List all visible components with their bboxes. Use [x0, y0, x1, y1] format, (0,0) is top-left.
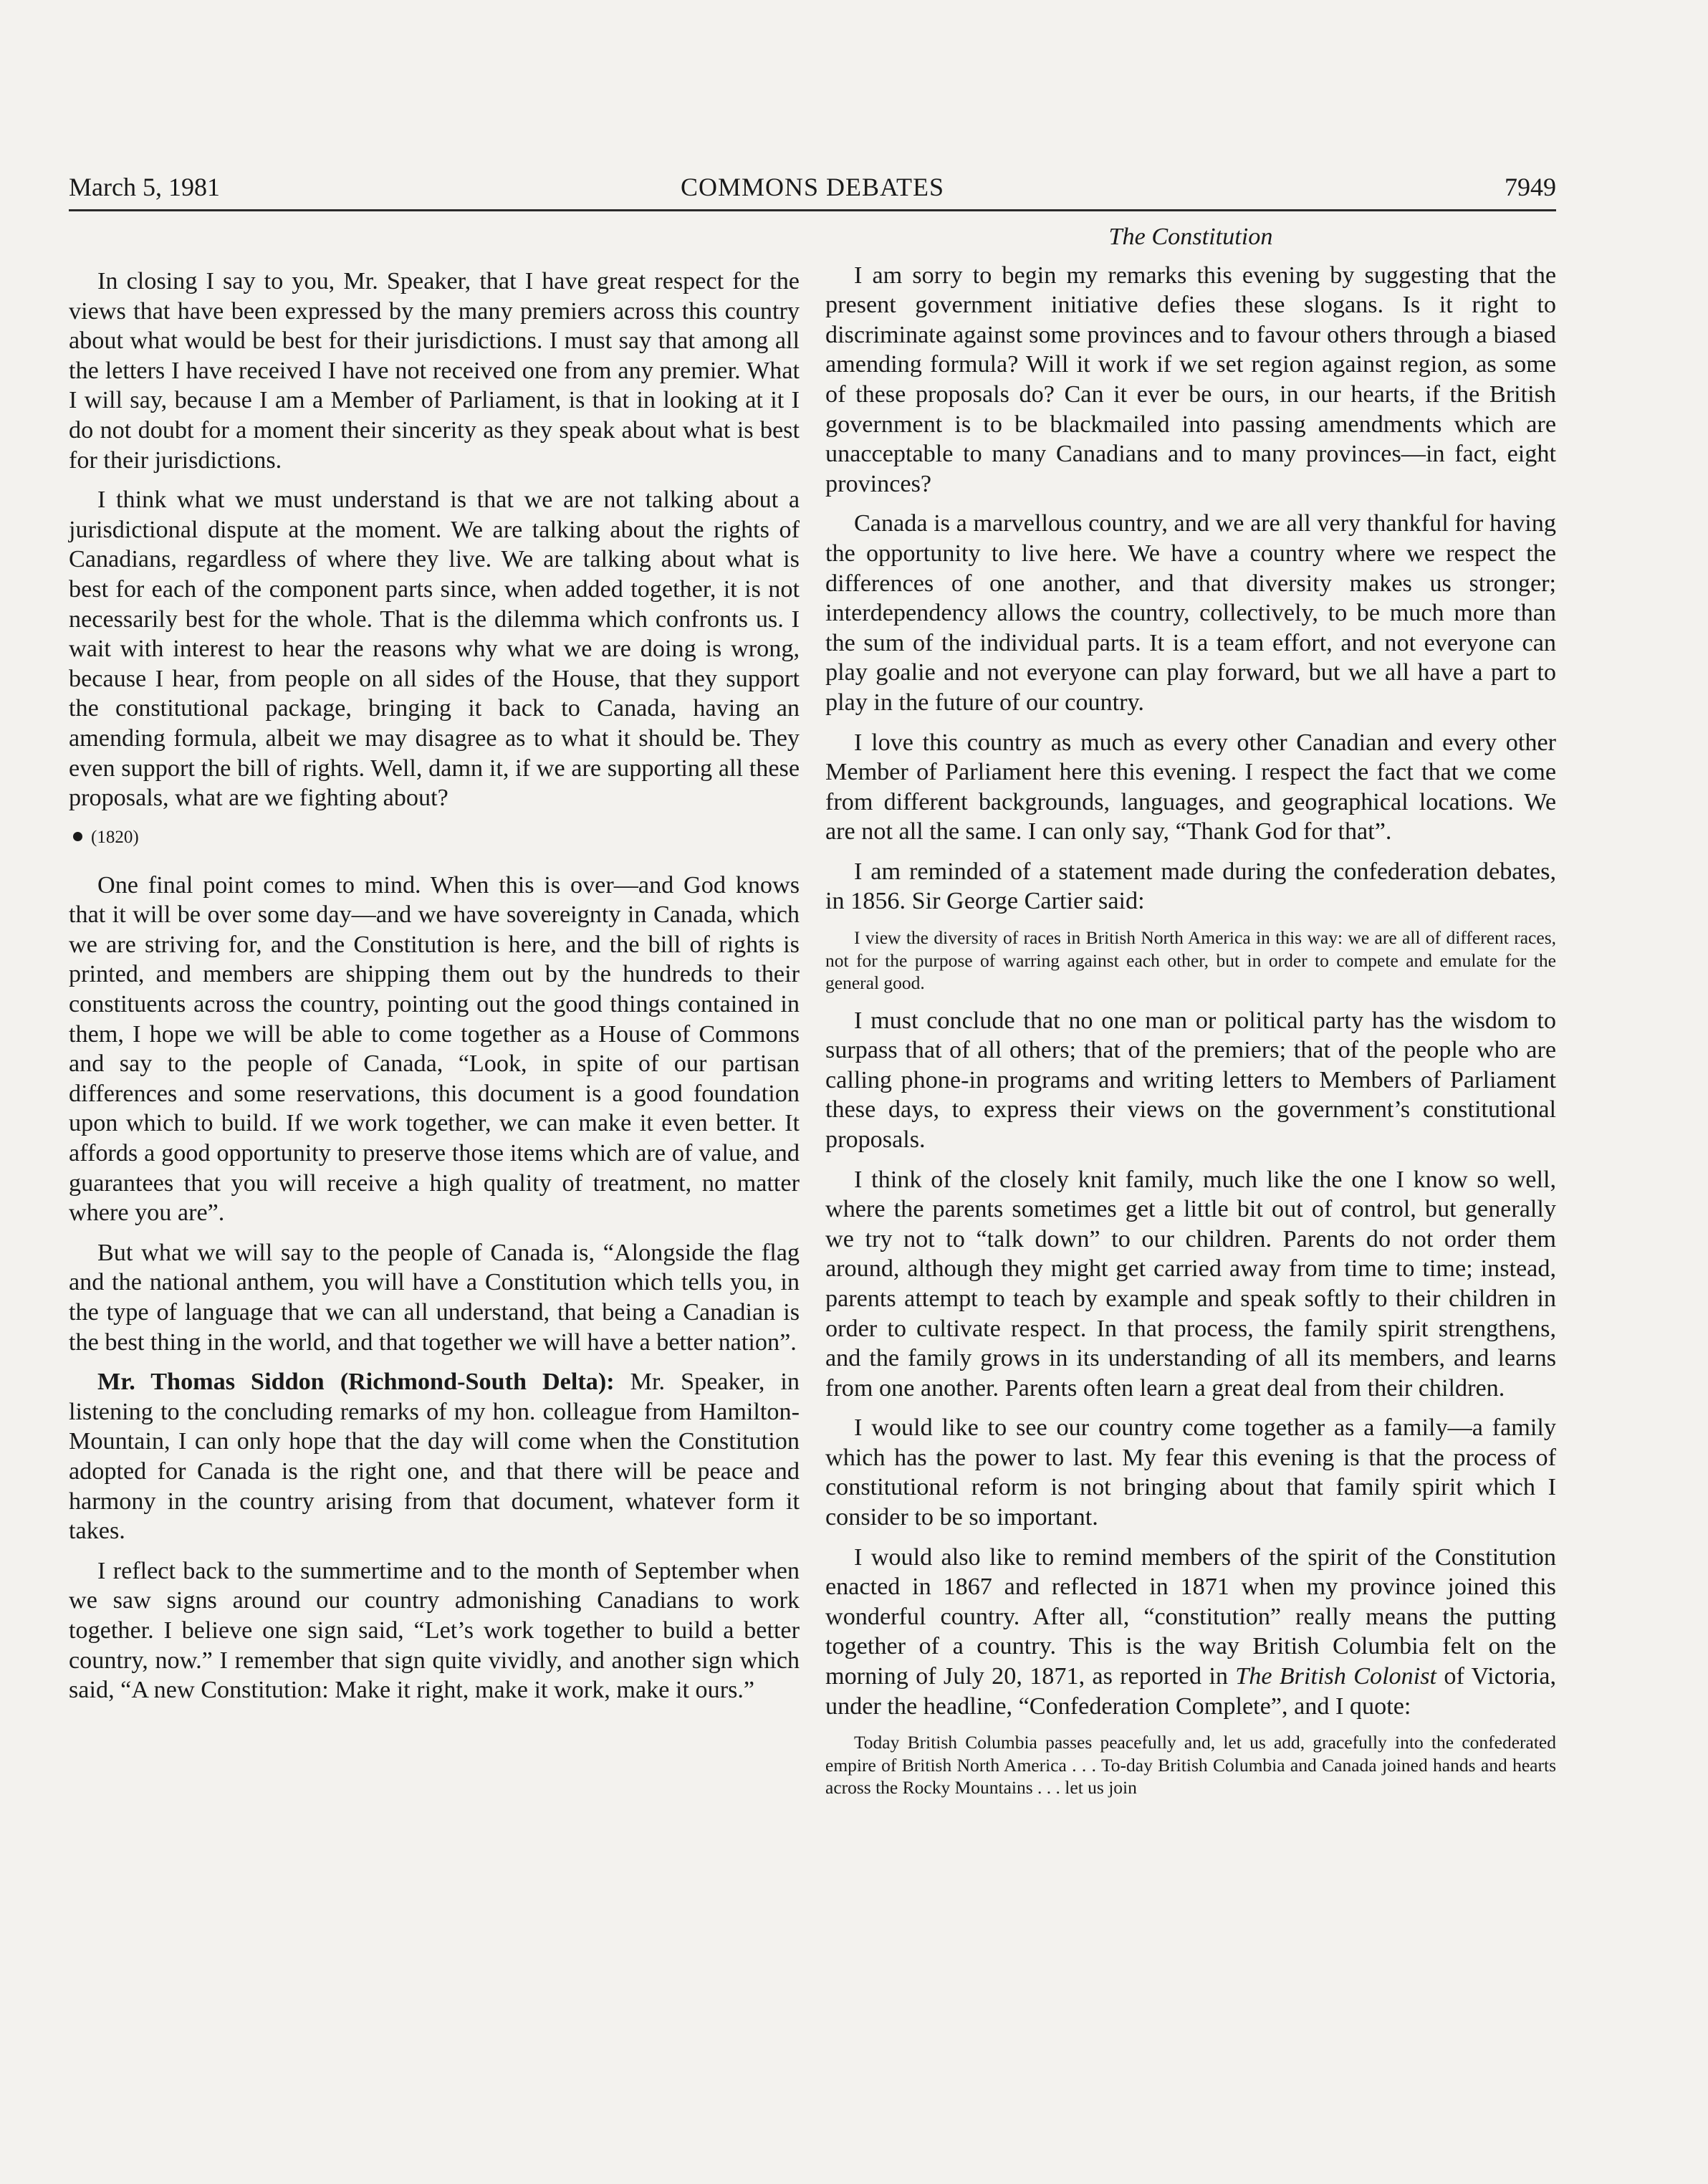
publication-title: The British Colonist: [1235, 1663, 1437, 1690]
left-column: [69, 222, 800, 1715]
paragraph: I think of the closely knit family, much like the one I know so well, where the parents sometimes get a little bit out of control, but generally we try not to “talk down” to our children. Parents do not order them around, although they might get carried away from time to time; instead, parents attempt to teach by example and speak softly to their children in order to cultivate respect. In that process, the family spirit strengthens, and the family grows in its understanding of all its members, and learns from one another. Parents often learn a great deal from their children.: [825, 1166, 1556, 1402]
header-date: March 5, 1981: [69, 173, 220, 201]
page-number: 7949: [1505, 173, 1556, 201]
block-quote: Today British Columbia passes peacefully and, let us add, gracefully into the confederated empire of British North America . . . To-day British Columbia and Canada joined hands and hearts across the Rocky Mountains . . . let us join: [825, 1732, 1556, 1799]
paragraph: I must conclude that no one man or political party has the wisdom to surpass that of all others; that of the premiers; that of the people who are calling phone-in programs and writing letters to Members of Parliament these days, to express their views on the government’s constitutional proposals.: [825, 1007, 1556, 1153]
paragraph-text: of Victoria, under the headline, “Confederation Complete”, and I quote:: [825, 1663, 1556, 1720]
paragraph: [825, 1543, 1556, 1722]
page-header: [69, 169, 1556, 211]
paragraph: I reflect back to the summertime and to the month of September when we saw signs around our country admonishing Canadians to work together. I believe one sign said, “Let’s work together to build a better country, now.” I remember that sign quite vividly, and another sign which said, “A new Constitution: Make it right, make it work, make it ours.”: [69, 1557, 800, 1704]
time-marker: [73, 823, 800, 852]
section-title: The Constitution: [1108, 224, 1273, 250]
block-quote: I view the diversity of races in British North America in this way: we are all of different races, not for the purpose of warring against each other, but in order to compete and emulate for the general good.: [825, 927, 1556, 994]
header-title: COMMONS DEBATES: [680, 173, 945, 201]
paragraph: I think what we must understand is that we are not talking about a jurisdictional dispute at the moment. We are talking about the rights of Canadians, regardless of where they live. We are talking about what is best for each of the component parts since, when added together, it is not necessarily best for the whole. That is the dilemma which confronts us. I wait with interest to hear the reasons why what we are doing is wrong, because I hear, from people on all sides of the House, that they support the constitutional package, bringing it back to Canada, having an amending formula, albeit we may disagree as to what it should be. They even support the bill of rights. Well, damn it, if we are supporting all these proposals, what are we fighting about?: [69, 487, 800, 812]
paragraph: I am sorry to begin my remarks this evening by suggesting that the present government initiative defies these slogans. Is it right to discriminate against some provinces and to favour others through a biased amending formula? Will it work if we set region against region, as some of these proposals do? Can it ever be ours, in our hearts, if the British government is to be blackmailed into passing amendments which are unacceptable to many Canadians and to many provinces—in fact, eight provinces?: [825, 262, 1556, 497]
speaker-remarks: Mr. Speaker, in listening to the concluding remarks of my hon. colleague from Hamilton-Mountain, I can only hope that the day will come when the Constitution adopted for Canada is the right one, and that there will be peace and harmony in the country arising from that document, whatever form it takes.: [69, 1369, 800, 1545]
paragraph: I would like to see our country come together as a family—a family which has the power to last. My fear this evening is that the process of constitutional reform is not bringing about that family spirit which I consider to be so important.: [825, 1414, 1556, 1531]
bullet-icon: [73, 832, 82, 841]
paragraph: In closing I say to you, Mr. Speaker, that I have great respect for the views that have been expressed by the many premiers across this country about what would be best for their jurisdictions. I must say that among all the letters I have received I have not received one from any premier. What I will say, because I am a Member of Parliament, is that in looking at it I do not doubt for a moment their sincerity as they speak about what is best for their jurisdictions.: [69, 268, 800, 474]
paragraph: Canada is a marvellous country, and we are all very thankful for having the opportunity to live here. We have a country where we respect the differences of one another, and that diversity makes us stronger; interdependency allows the country, collectively, to be much more than the sum of the individual parts. It is a team effort, and not everyone can play goalie and not everyone can play forward, but we all have a part to play in the future of our country.: [825, 510, 1556, 716]
paragraph: One final point comes to mind. When this is over—and God knows that it will be over some day—and we have sovereignty in Canada, which we are striving for, and the Constitution is here, and the bill of rights is printed, and members are shipping them out by the hundreds to their constituents across the country, pointing out the good things contained in them, I hope we will be able to come together as a House of Commons and say to the people of Canada, “Look, in spite of our partisan differences and some reservations, this document is a good foundation upon which to build. If we work together, we can make it even better. It affords a good opportunity to preserve those items which are of value, and guarantees that you will receive a high quality of treatment, no matter where you are”.: [69, 871, 800, 1227]
paragraph: But what we will say to the people of Canada is, “Alongside the flag and the national anthem, you will have a Constitution which tells you, in the type of language that we can all understand, that being a Canadian is the best thing in the world, and that together we will have a better nation”.: [69, 1239, 800, 1356]
paragraph: I love this country as much as every other Canadian and every other Member of Parliament here this evening. I respect the fact that we come from different backgrounds, languages, and geographical locations. We are not all the same. I can only say, “Thank God for that”.: [825, 729, 1556, 846]
paragraph-text: I would also like to remind members of the spirit of the Constitution enacted in 1867 and reflected in 1871 when my province joined this wonderful country. After all, “constitution” really means the putting together of a country. This is the way British Columbia felt on the morning of July 20, 1871, as reported in: [825, 1543, 1556, 1690]
time-marker-label: (1820): [91, 827, 139, 847]
speaker-name: Mr. Thomas Siddon (Richmond-South Delta):: [97, 1369, 615, 1396]
paragraph: I am reminded of a statement made during the confederation debates, in 1856. Sir George Cartier said:: [825, 858, 1556, 915]
speaker-paragraph: [69, 1367, 800, 1546]
right-column: [825, 222, 1556, 1799]
